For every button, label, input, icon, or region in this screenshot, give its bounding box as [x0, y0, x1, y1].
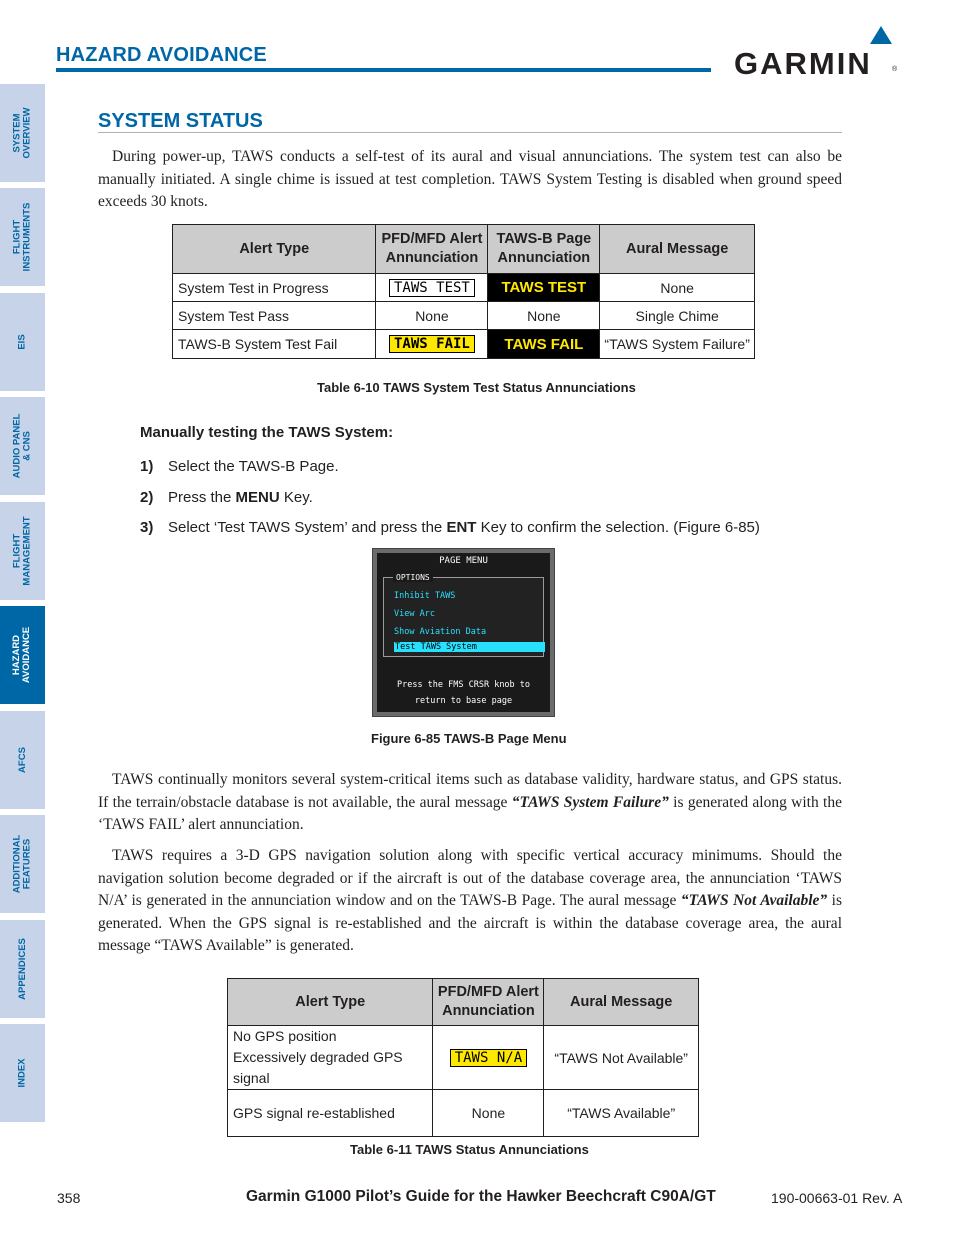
menu-item-inhibit-taws[interactable]: Inhibit TAWS [394, 591, 456, 601]
pfd-annunciation-cell [433, 1026, 544, 1090]
para-emphasis: “TAWS System Failure” [511, 793, 669, 811]
options-box [383, 577, 544, 657]
procedure-step [140, 489, 313, 506]
tab-eis[interactable] [0, 293, 45, 391]
aural-cell: None [600, 274, 755, 302]
alert-line: No GPS position [233, 1028, 337, 1044]
table-row [228, 1090, 699, 1137]
alert-type-cell: System Test in Progress [173, 274, 376, 302]
para-emphasis: “TAWS Not Available” [680, 892, 828, 909]
table-row [228, 1026, 699, 1090]
logo-registered: ® [892, 66, 898, 73]
logo-triangle-icon [870, 26, 892, 44]
intro-paragraph: During power-up, TAWS conducts a self-test of its aural and visual annunciations. The system test can also be manually initiated. A single chime is issued at test completion. TAWS System Testing is disabled when ground speed exceeds 30 knots. [98, 148, 842, 210]
tab-system-overview[interactable] [0, 84, 45, 182]
monitoring-paragraph [98, 769, 842, 837]
step-key: MENU [235, 489, 280, 506]
menu-footer-line: return to base page [414, 696, 513, 706]
step-text: Press the [168, 489, 236, 506]
tab-label: AFCS [16, 747, 28, 773]
page-annunciation-cell: TAWS FAIL [488, 330, 600, 359]
footer-title: Garmin G1000 Pilot’s Guide for the Hawker Beechcraft C90A/GT [246, 1188, 716, 1205]
section-header: HAZARD AVOIDANCE [56, 44, 267, 66]
table-row [173, 302, 755, 330]
tab-label: AUDIO PANEL & CNS [11, 413, 33, 479]
taws-na-annunciation: TAWS N/A [450, 1049, 527, 1067]
tab-label: HAZARD AVOIDANCE [11, 626, 33, 684]
menu-item-test-taws-system[interactable]: Test TAWS System [394, 642, 545, 652]
alert-type-cell: TAWS-B System Test Fail [173, 330, 376, 359]
menu-footer [377, 677, 550, 709]
tab-flight-management[interactable] [0, 502, 45, 600]
tab-index[interactable] [0, 1024, 45, 1122]
procedure-step [140, 458, 339, 475]
taws-status-table [227, 978, 699, 1137]
taws-fail-annunciation: TAWS FAIL [389, 335, 475, 353]
menu-footer-line: Press the FMS CRSR knob to [396, 680, 531, 690]
page-annunciation-cell: None [488, 302, 600, 330]
garmin-logo [734, 26, 900, 81]
alert-type-cell: GPS signal re-established [228, 1090, 433, 1137]
page-menu-screenshot [372, 548, 555, 717]
procedure-step [140, 519, 760, 536]
col-header: TAWS-B Page Annunciation [488, 225, 600, 274]
pfd-annunciation-cell: None [376, 302, 488, 330]
pfd-annunciation-cell [376, 274, 488, 302]
step-text: Select the TAWS-B Page. [168, 458, 339, 475]
menu-item-view-arc[interactable]: View Arc [394, 609, 435, 619]
tab-audio-panel[interactable] [0, 397, 45, 495]
col-header: PFD/MFD Alert Annunciation [433, 979, 544, 1026]
para-text: is generated. When the GPS signal is re-established and the aircraft is within the database coverage area, the aural message “TAWS Available” is generated. [98, 892, 842, 954]
table-caption: Table 6-11 TAWS Status Annunciations [350, 1142, 589, 1157]
document-number: 190-00663-01 Rev. A [771, 1190, 903, 1206]
table-row [173, 274, 755, 302]
page-number: 358 [57, 1190, 81, 1206]
menu-window [377, 553, 550, 712]
tab-label: ADDITIONAL FEATURES [11, 834, 33, 894]
pfd-annunciation-cell [376, 330, 488, 359]
tab-afcs[interactable] [0, 711, 45, 809]
taws-test-table [172, 224, 755, 359]
col-header: PFD/MFD Alert Annunciation [376, 225, 488, 274]
alert-line: Excessively degraded GPS signal [233, 1049, 403, 1086]
para-text: TAWS requires a 3-D GPS navigation solution along with specific vertical accuracy minimums. Should the navigation solution become degraded or if the aircraft is out of the database coverage area, the annunciation ‘TAWS N/A’ is generated in the annunciation window and on the TAWS-B Page. The aural message [98, 847, 842, 909]
alert-type-cell: System Test Pass [173, 302, 376, 330]
menu-title: PAGE MENU [439, 556, 488, 566]
step-number: 3) [140, 519, 154, 536]
step-number: 1) [140, 458, 154, 475]
tab-flight-instruments[interactable] [0, 188, 45, 286]
col-header: Alert Type [228, 979, 433, 1026]
step-text: Select ‘Test TAWS System’ and press the [168, 519, 447, 536]
header-rule [56, 68, 711, 72]
tab-label: FLIGHT MANAGEMENT [11, 516, 33, 586]
aural-cell: Single Chime [600, 302, 755, 330]
step-text: Key to confirm the selection. (Figure 6-85) [476, 519, 760, 536]
tab-label: APPENDICES [16, 938, 28, 1000]
aural-cell: “TAWS System Failure” [600, 330, 755, 359]
tab-label: INDEX [16, 1058, 28, 1088]
aural-cell: “TAWS Not Available” [544, 1026, 699, 1090]
page-title: SYSTEM STATUS [98, 110, 263, 132]
page-annunciation-cell: TAWS TEST [488, 274, 600, 302]
gps-paragraph [98, 845, 842, 958]
col-header: Aural Message [600, 225, 755, 274]
tab-appendices[interactable] [0, 920, 45, 1018]
para-text: TAWS continually monitors several system-critical items such as database validity, hardware status, and GPS status. If the terrain/obstacle database is not available, the aural message [98, 771, 842, 811]
col-header: Aural Message [544, 979, 699, 1026]
figure-caption: Figure 6-85 TAWS-B Page Menu [371, 731, 567, 746]
aural-cell: “TAWS Available” [544, 1090, 699, 1137]
col-header: Alert Type [173, 225, 376, 274]
tab-label: SYSTEM OVERVIEW [11, 107, 33, 159]
para-text: is generated along with the ‘TAWS FAIL’ alert annunciation. [98, 793, 842, 833]
logo-text: GARMIN [734, 46, 872, 81]
procedure-title: Manually testing the TAWS System: [140, 424, 394, 441]
pfd-annunciation-cell: None [433, 1090, 544, 1137]
menu-item-show-aviation-data[interactable]: Show Aviation Data [394, 627, 487, 637]
tab-label: FLIGHT INSTRUMENTS [11, 202, 33, 272]
options-label: OPTIONS [393, 573, 433, 582]
step-text: Key. [279, 489, 313, 506]
step-key: ENT [446, 519, 477, 536]
title-rule [98, 132, 842, 133]
alert-type-cell [228, 1026, 433, 1090]
tab-label: EIS [16, 334, 28, 350]
step-number: 2) [140, 489, 154, 506]
table-caption: Table 6-10 TAWS System Test Status Annunciations [317, 380, 636, 395]
taws-test-annunciation: TAWS TEST [389, 279, 475, 297]
table-row [173, 330, 755, 359]
tab-additional-features[interactable] [0, 815, 45, 913]
tab-hazard-avoidance[interactable] [0, 606, 45, 704]
